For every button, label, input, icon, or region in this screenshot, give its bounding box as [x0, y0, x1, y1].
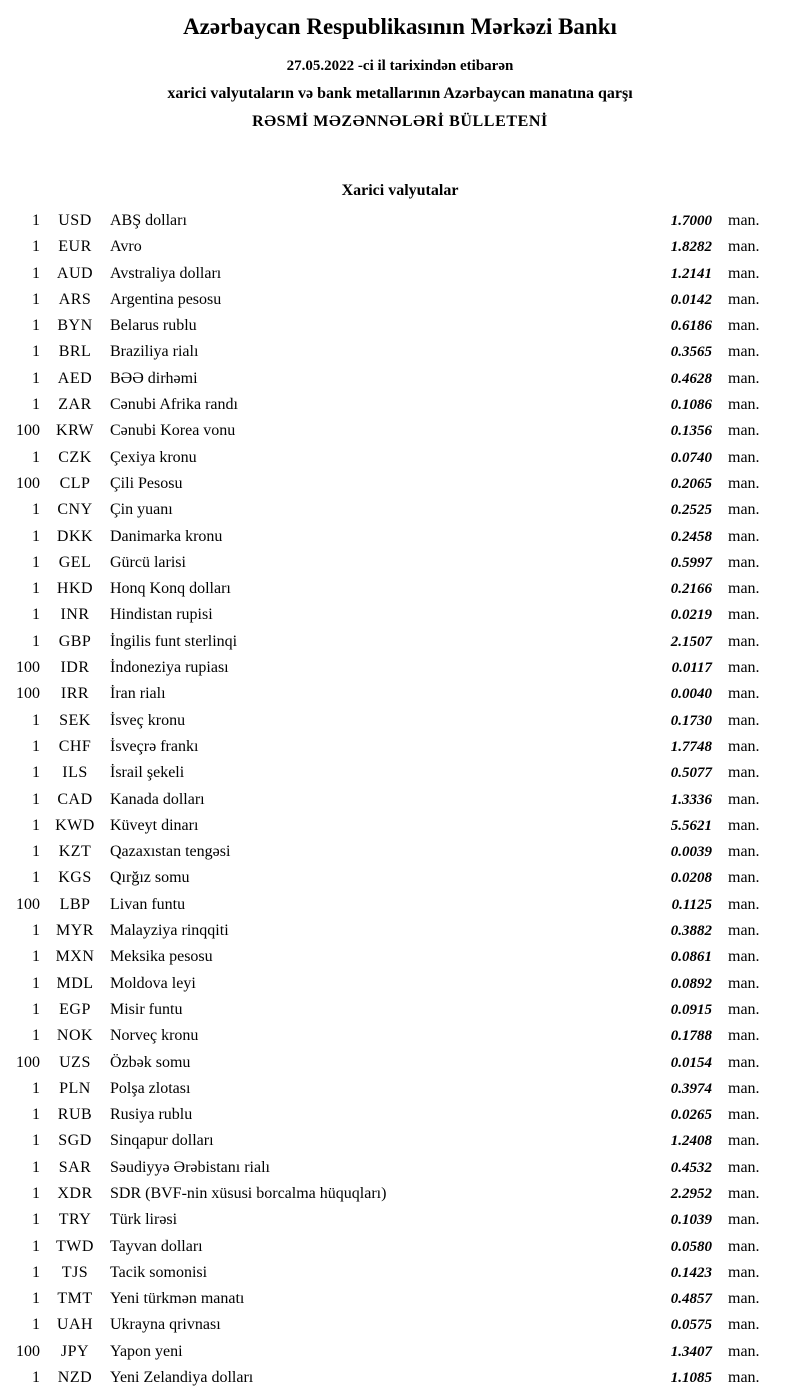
currency-code: UAH — [56, 1316, 94, 1334]
rate-value: 0.4628 — [670, 370, 712, 387]
currency-name: BƏƏ dirhəmi — [110, 369, 198, 387]
unit-label: man. — [728, 1184, 760, 1202]
currency-name: Avro — [110, 238, 142, 256]
quantity: 1 — [32, 1079, 40, 1097]
currency-code: ARS — [58, 290, 92, 308]
quantity: 1 — [32, 737, 40, 755]
rate-value: 0.3974 — [670, 1080, 712, 1097]
currency-name: Avstraliya dolları — [110, 264, 222, 282]
quantity: 1 — [32, 1237, 40, 1255]
currency-code: TWD — [56, 1237, 94, 1255]
currency-code: IDR — [60, 659, 90, 677]
rate-value: 0.0892 — [670, 975, 712, 992]
unit-label: man. — [728, 1158, 760, 1176]
rate-row-aud — [10, 261, 768, 287]
quantity: 100 — [16, 474, 40, 492]
quantity: 1 — [32, 869, 40, 887]
rate-row-chf — [10, 734, 768, 760]
rate-row-cad — [10, 787, 768, 813]
rate-value: 0.2458 — [670, 528, 712, 545]
rate-row-dkk — [10, 524, 768, 550]
quantity: 1 — [32, 711, 40, 729]
rate-value: 0.1356 — [670, 423, 712, 440]
currency-name: Özbək somu — [110, 1053, 191, 1071]
unit-label: man. — [728, 1369, 760, 1387]
currency-code: KGS — [58, 869, 92, 887]
currency-name: Tacik somonisi — [110, 1263, 208, 1281]
currency-code: XDR — [57, 1184, 93, 1202]
unit-label: man. — [728, 1053, 760, 1071]
quantity: 1 — [32, 264, 40, 282]
currency-code: GBP — [58, 632, 92, 650]
unit-label: man. — [728, 212, 760, 229]
unit-label: man. — [728, 895, 760, 913]
rate-value: 0.0154 — [670, 1054, 712, 1071]
rate-value: 0.5997 — [670, 554, 712, 571]
quantity: 100 — [16, 659, 40, 677]
rate-value: 0.0040 — [670, 686, 712, 703]
currency-name: İsveç kronu — [110, 711, 186, 729]
currency-name: Meksika pesosu — [110, 948, 213, 966]
currency-code: KWD — [55, 816, 95, 834]
quantity: 1 — [32, 290, 40, 308]
rate-row-gel — [10, 550, 768, 576]
rate-value: 0.0575 — [670, 1317, 712, 1334]
unit-label: man. — [728, 1290, 760, 1308]
currency-code: NOK — [56, 1027, 94, 1045]
quantity: 1 — [32, 343, 40, 361]
unit-label: man. — [728, 790, 760, 808]
currency-name: Danimarka kronu — [110, 527, 223, 545]
unit-label: man. — [728, 974, 760, 992]
rate-value: 0.3565 — [670, 344, 712, 361]
unit-label: man. — [728, 1000, 760, 1018]
rate-value: 0.2166 — [670, 581, 712, 598]
currency-name: Qırğız somu — [110, 869, 190, 887]
quantity: 1 — [32, 764, 40, 782]
rate-value: 0.0861 — [670, 949, 712, 966]
currency-name: Səudiyyə Ərəbistanı rialı — [110, 1158, 270, 1176]
rate-row-sgd — [10, 1128, 768, 1154]
rate-value: 0.4857 — [670, 1291, 712, 1308]
unit-label: man. — [728, 1132, 760, 1150]
unit-label: man. — [728, 369, 760, 387]
quantity: 1 — [32, 1369, 40, 1387]
unit-label: man. — [728, 606, 760, 624]
unit-label: man. — [728, 343, 760, 361]
unit-label: man. — [728, 948, 760, 966]
rate-row-byn — [10, 313, 768, 339]
rate-row-eur — [10, 234, 768, 260]
unit-label: man. — [728, 659, 760, 677]
quantity: 1 — [32, 1184, 40, 1202]
quantity: 1 — [32, 212, 40, 229]
currency-name: Rusiya rublu — [110, 1106, 193, 1124]
quantity: 1 — [32, 1211, 40, 1229]
unit-label: man. — [728, 1237, 760, 1255]
rate-value: 0.1423 — [670, 1264, 712, 1281]
subtitle-line: xarici valyutaların və bank metallarının Azərbaycan manatına qarşı — [167, 85, 633, 102]
currency-name: İndoneziya rupiası — [110, 659, 229, 677]
rate-row-tjs — [10, 1260, 768, 1286]
quantity: 1 — [32, 1263, 40, 1281]
unit-label: man. — [728, 711, 760, 729]
currency-name: Honq Konq dolları — [110, 580, 231, 598]
currency-code: TJS — [61, 1263, 89, 1281]
unit-label: man. — [728, 448, 760, 466]
quantity: 1 — [32, 1027, 40, 1045]
currency-name: Yeni Zelandiya dolları — [110, 1369, 254, 1387]
quantity: 1 — [32, 816, 40, 834]
currency-code: AUD — [56, 264, 94, 282]
quantity: 1 — [32, 369, 40, 387]
rate-value: 0.0740 — [670, 449, 712, 466]
currency-name: Türk lirəsi — [110, 1211, 178, 1229]
currency-code: GEL — [58, 553, 92, 571]
currency-code: ZAR — [58, 396, 92, 414]
currency-name: İngilis funt sterlinqi — [110, 632, 238, 650]
rate-row-twd — [10, 1234, 768, 1260]
unit-label: man. — [728, 1211, 760, 1229]
rate-value: 0.0580 — [670, 1238, 712, 1255]
rate-value: 1.7748 — [670, 738, 712, 755]
currency-code: USD — [58, 212, 92, 229]
currency-code: UZS — [59, 1053, 91, 1071]
rate-row-czk — [10, 445, 768, 471]
currency-name: Hindistan rupisi — [110, 606, 213, 624]
rate-value: 2.1507 — [670, 633, 712, 650]
currency-name: Norveç kronu — [110, 1027, 199, 1045]
currency-name: SDR (BVF-nin xüsusi borcalma hüquqları) — [110, 1184, 387, 1202]
rate-value: 0.0142 — [670, 291, 712, 308]
rate-row-uah — [10, 1312, 768, 1338]
currency-name: Belarus rublu — [110, 317, 197, 335]
currency-name: Çexiya kronu — [110, 448, 197, 466]
rate-row-kwd — [10, 813, 768, 839]
quantity: 1 — [32, 948, 40, 966]
quantity: 1 — [32, 501, 40, 519]
quantity: 1 — [32, 606, 40, 624]
unit-label: man. — [728, 580, 760, 598]
rate-row-kzt — [10, 839, 768, 865]
quantity: 1 — [32, 922, 40, 940]
currency-name: Polşa zlotası — [110, 1079, 191, 1097]
quantity: 1 — [32, 843, 40, 861]
unit-label: man. — [728, 317, 760, 335]
rate-row-rub — [10, 1102, 768, 1128]
rate-row-mdl — [10, 971, 768, 997]
quantity: 1 — [32, 527, 40, 545]
rate-row-irr — [10, 681, 768, 707]
quantity: 1 — [32, 317, 40, 335]
currency-name: Çin yuanı — [110, 501, 173, 519]
bulletin-title: RƏSMİ MƏZƏNNƏLƏRİ BÜLLETENİ — [252, 113, 548, 130]
currency-code: NZD — [57, 1369, 93, 1387]
rate-row-idr — [10, 655, 768, 681]
rate-value: 1.2141 — [670, 265, 712, 282]
currency-code: IRR — [60, 685, 90, 703]
rate-row-ils — [10, 760, 768, 786]
currency-name: Moldova leyi — [110, 974, 196, 992]
rate-value: 0.0915 — [670, 1001, 712, 1018]
quantity: 1 — [32, 1106, 40, 1124]
unit-label: man. — [728, 1079, 760, 1097]
rate-row-brl — [10, 339, 768, 365]
rate-row-lbp — [10, 892, 768, 918]
rate-row-kgs — [10, 865, 768, 891]
rate-row-tmt — [10, 1286, 768, 1312]
currency-name: Tayvan dolları — [110, 1237, 203, 1255]
quantity: 100 — [16, 895, 40, 913]
currency-name: Küveyt dinarı — [110, 816, 199, 834]
quantity: 100 — [16, 685, 40, 703]
rate-row-ars — [10, 287, 768, 313]
unit-label: man. — [728, 1263, 760, 1281]
rate-row-aed — [10, 366, 768, 392]
quantity: 1 — [32, 448, 40, 466]
unit-label: man. — [728, 290, 760, 308]
quantity: 1 — [32, 553, 40, 571]
rate-value: 1.8282 — [670, 239, 712, 256]
currency-name: Çili Pesosu — [110, 474, 183, 492]
unit-label: man. — [728, 816, 760, 834]
currency-name: İsveçrə frankı — [110, 737, 199, 755]
rate-value: 0.1125 — [671, 896, 712, 913]
rate-row-sar — [10, 1155, 768, 1181]
currency-code: MXN — [55, 948, 95, 966]
currency-name: Cənubi Korea vonu — [110, 422, 236, 440]
rate-row-pln — [10, 1076, 768, 1102]
rate-value: 1.2408 — [670, 1133, 712, 1150]
unit-label: man. — [728, 843, 760, 861]
currency-name: Kanada dolları — [110, 790, 205, 808]
rate-value: 0.2525 — [670, 502, 712, 519]
rate-value: 0.1086 — [670, 397, 712, 414]
rate-value: 0.0208 — [670, 870, 712, 887]
currency-code: DKK — [56, 527, 94, 545]
quantity: 1 — [32, 1158, 40, 1176]
currency-name: Yeni türkmən manatı — [110, 1290, 245, 1308]
rate-value: 0.1730 — [670, 712, 712, 729]
currency-code: RUB — [57, 1106, 93, 1124]
rate-value: 0.1039 — [670, 1212, 712, 1229]
currency-code: BYN — [57, 317, 93, 335]
currency-name: Braziliya rialı — [110, 343, 199, 361]
effective-date-line: 27.05.2022 -ci il tarixindən etibarən — [286, 58, 514, 74]
rate-value: 2.2952 — [670, 1185, 712, 1202]
rate-value: 0.2065 — [670, 475, 712, 492]
rate-row-clp — [10, 471, 768, 497]
rate-value: 0.0265 — [670, 1107, 712, 1124]
unit-label: man. — [728, 422, 760, 440]
currency-code: INR — [60, 606, 90, 624]
rate-row-xdr — [10, 1181, 768, 1207]
currency-name: Ukrayna qrivnası — [110, 1316, 221, 1334]
bulletin-header — [0, 12, 800, 136]
unit-label: man. — [728, 553, 760, 571]
unit-label: man. — [728, 737, 760, 755]
unit-label: man. — [728, 869, 760, 887]
rate-row-zar — [10, 392, 768, 418]
unit-label: man. — [728, 764, 760, 782]
rates-table — [0, 208, 800, 1391]
quantity: 1 — [32, 238, 40, 256]
rate-value: 5.5621 — [670, 817, 712, 834]
currency-code: CZK — [58, 448, 92, 466]
quantity: 100 — [16, 422, 40, 440]
unit-label: man. — [728, 1106, 760, 1124]
rate-value: 0.6186 — [670, 318, 712, 335]
currency-code: HKD — [56, 580, 94, 598]
currency-code: PLN — [59, 1079, 91, 1097]
unit-label: man. — [728, 264, 760, 282]
rate-row-try — [10, 1207, 768, 1233]
rate-row-egp — [10, 997, 768, 1023]
currency-code: BRL — [58, 343, 92, 361]
currency-code: ILS — [62, 764, 88, 782]
currency-name: Yapon yeni — [110, 1342, 183, 1360]
currency-code: TRY — [58, 1211, 92, 1229]
section-title-foreign-currencies: Xarici valyutalar — [341, 182, 459, 199]
quantity: 1 — [32, 396, 40, 414]
currency-name: Misir funtu — [110, 1000, 183, 1018]
currency-name: Malayziya rinqqiti — [110, 922, 229, 940]
quantity: 1 — [32, 1132, 40, 1150]
currency-name: Livan funtu — [110, 895, 186, 913]
currency-name: İran rialı — [110, 685, 166, 703]
rate-row-nok — [10, 1023, 768, 1049]
currency-name: Cənubi Afrika randı — [110, 396, 238, 414]
currency-code: EGP — [59, 1000, 91, 1018]
currency-code: JPY — [60, 1342, 90, 1360]
unit-label: man. — [728, 527, 760, 545]
rate-row-uzs — [10, 1050, 768, 1076]
rate-row-sek — [10, 708, 768, 734]
currency-code: TMT — [57, 1290, 93, 1308]
quantity: 1 — [32, 580, 40, 598]
rate-value: 1.1085 — [670, 1370, 712, 1387]
bank-title: Azərbaycan Respublikasının Mərkəzi Bankı — [183, 14, 617, 39]
unit-label: man. — [728, 1342, 760, 1360]
currency-name: Argentina pesosu — [110, 290, 222, 308]
rate-value: 1.3407 — [670, 1343, 712, 1360]
currency-name: ABŞ dolları — [110, 212, 187, 229]
quantity: 1 — [32, 1000, 40, 1018]
rate-row-krw — [10, 418, 768, 444]
rate-value: 1.7000 — [670, 213, 712, 229]
quantity: 100 — [16, 1053, 40, 1071]
quantity: 1 — [32, 974, 40, 992]
unit-label: man. — [728, 396, 760, 414]
currency-name: Gürcü larisi — [110, 553, 186, 571]
currency-code: CNY — [57, 501, 93, 519]
rate-row-inr — [10, 602, 768, 628]
rate-value: 0.0219 — [670, 607, 712, 624]
unit-label: man. — [728, 922, 760, 940]
rate-value: 0.0039 — [670, 844, 712, 861]
rate-value: 0.4532 — [670, 1159, 712, 1176]
currency-code: SAR — [58, 1158, 92, 1176]
currency-code: CAD — [57, 790, 93, 808]
rate-value: 0.5077 — [670, 765, 712, 782]
currency-code: SEK — [59, 711, 91, 729]
currency-code: KZT — [58, 843, 92, 861]
unit-label: man. — [728, 474, 760, 492]
quantity: 1 — [32, 790, 40, 808]
rate-row-hkd — [10, 576, 768, 602]
currency-name: Qazaxıstan tengəsi — [110, 843, 231, 861]
rate-row-nzd — [10, 1365, 768, 1391]
rate-row-cny — [10, 497, 768, 523]
unit-label: man. — [728, 632, 760, 650]
rate-value: 0.3882 — [670, 923, 712, 940]
rate-value: 0.1788 — [670, 1028, 712, 1045]
currency-code: SGD — [58, 1132, 92, 1150]
rate-value: 0.0117 — [671, 660, 712, 677]
quantity: 1 — [32, 1290, 40, 1308]
currency-code: KRW — [56, 422, 94, 440]
unit-label: man. — [728, 501, 760, 519]
quantity: 100 — [16, 1342, 40, 1360]
unit-label: man. — [728, 685, 760, 703]
unit-label: man. — [728, 1027, 760, 1045]
unit-label: man. — [728, 238, 760, 256]
currency-code: CHF — [58, 737, 92, 755]
currency-code: AED — [57, 369, 93, 387]
rate-row-gbp — [10, 629, 768, 655]
currency-code: EUR — [58, 238, 92, 256]
rate-row-usd — [10, 208, 768, 234]
currency-name: İsrail şekeli — [110, 764, 185, 782]
unit-label: man. — [728, 1316, 760, 1334]
currency-code: CLP — [59, 474, 91, 492]
rate-row-myr — [10, 918, 768, 944]
rate-row-jpy — [10, 1339, 768, 1365]
currency-code: LBP — [59, 895, 91, 913]
currency-name: Sinqapur dolları — [110, 1132, 214, 1150]
rate-value: 1.3336 — [670, 791, 712, 808]
currency-code: MDL — [56, 974, 94, 992]
quantity: 1 — [32, 1316, 40, 1334]
quantity: 1 — [32, 632, 40, 650]
rate-row-mxn — [10, 944, 768, 970]
currency-code: MYR — [56, 922, 94, 940]
